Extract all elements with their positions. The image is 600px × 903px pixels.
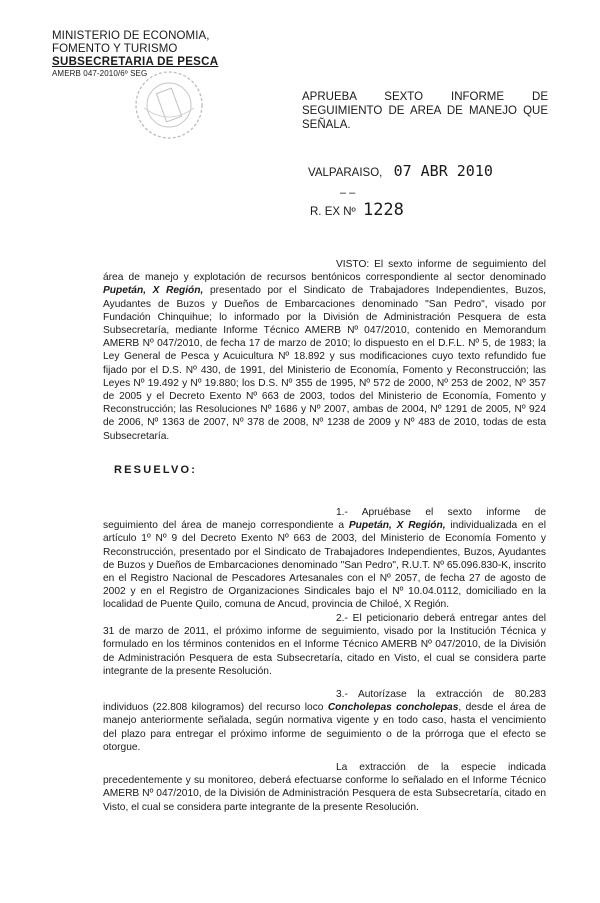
area-name-2: Pupetán, X Región, <box>348 520 446 532</box>
visto-paragraph: VISTO: El sexto informe de seguimiento del área de manejo y explotación de recursos bentónicos correspondiente al sector denominado Pupetán, X Región, presentado por el Sindicato de Trabajadores Independientes, Buzos, Ayudantes de Buzos y Dueños de Embarcaciones denominado "San Pedro", visado por Fundación Chinquihue; lo informado por la División de Administración Pesquera de esta Subsecretaría, mediante Informe Técnico AMERB Nº 047/2010, contenido en Memorandum AMERB Nº 047/2010, de fecha 17 de marzo de 2010; lo dispuesto en el D.F.L. Nº 5, de 1983; la Ley General de Pesca y Acuicultura Nº 18.892 y sus modificaciones cuyo texto refundido fue fijado por el D.S. Nº 430, de 1991, del Ministerio de Economía, Fomento y Reconstrucción; las Leyes Nº 19.492 y Nº 19.880; los D.S. Nº 355 de 1995, Nº 572 de 2000, Nº 253 de 2002, Nº 357 de 2005 y el Decreto Exento Nº 663 de 2003, todos del Ministerio de Economía, Fomento y Reconstrucción; las Resoluciones Nº 1686 y Nº 2007, ambas de 2004, Nº 1291 de 2005, Nº 924 de 2006, Nº 1363 de 2007, Nº 378 de 2008, Nº 1238 de 2009 y Nº 483 de 2010, todas de esta Subsecretaría. <box>103 259 546 442</box>
resolution-item-1: 1.- Apruébase el sexto informe de seguimiento del área de manejo correspondiente a Pupetán, X Región, individualizada en el artículo 1º Nº 9 del Decreto Exento Nº 663 de 2003, del Ministerio de Economía Fomento y Reconstrucción, presentado por el Sindicato de Trabajadores Independientes, Buzos, Ayudantes de Buzos y Dueños de Embarcaciones denominado "San Pedro", R.U.T. Nº 65.096.830-K, inscrito en el Registro Nacional de Pescadores Artesanales con el Nº 2057, de fecha 27 de agosto de 2002 y en el Registro de Organizaciones Sindicales bajo el Nº 10.04.0112, domiciliado en la localidad de Puente Quilo, comuna de Ancud, provincia de Chiloé, X Región. <box>103 507 546 611</box>
dash-marks: – – <box>340 187 356 199</box>
place-name: VALPARAISO, <box>308 167 383 179</box>
resolution-number: 1228 <box>362 200 404 220</box>
place-date-line <box>308 162 493 180</box>
resolution-label: R. EX Nº <box>310 206 356 218</box>
subsecretaria-name: SUBSECRETARIA DE PESCA <box>52 56 219 68</box>
resolution-item-4: La extracción de la especie indicada precedentemente y su monitoreo, deberá efectuarse conforme lo señalado en el Informe Técnico AMERB Nº 047/2010, de la División de Administración Pesquera de esta Subsecretaría, citado en Visto, el cual se considera parte integrante de la presente Resolución. <box>103 762 546 813</box>
resolution-item-3: 3.- Autorízase la extracción de 80.283 individuos (22.808 kilogramos) del recurso loco Concholepas concholepas, desde el área de manejo anteriormente señalada, según normativa vigente y en todo caso, hasta el vencimiento del plazo para entregar el próximo informe de seguimiento o de la prórroga que el efecto se otorgue. <box>103 689 547 753</box>
resolution-number-line <box>310 187 404 220</box>
issue-date: 07 ABR 2010 <box>393 162 493 180</box>
ministry-name-2: FOMENTO Y TURISMO <box>52 43 178 55</box>
resuelvo-heading: RESUELVO: <box>114 464 198 476</box>
official-stamp-icon <box>132 68 206 142</box>
species-name: Concholepas concholepas <box>327 702 459 714</box>
ministry-name: MINISTERIO DE ECONOMIA, <box>52 30 210 42</box>
area-name: Pupetán, X Región, <box>103 285 204 297</box>
document-subject: APRUEBA SEXTO INFORME DE SEGUIMIENTO DE AREA DE MANEJO QUE SEÑALA. <box>302 91 548 131</box>
resolution-item-2: 2.- El peticionario deberá entregar antes del 31 de marzo de 2011, el próximo informe de seguimiento, visado por la Institución Técnica y formulado en los términos contenidos en el Informe Técnico AMERB Nº 047/2010, de la División de Administración Pesquera de esta Subsecretaría, citado en Visto, el cual se considera parte integrante de la presente Resolución. <box>103 613 546 677</box>
document-reference: AMERB 047-2010/6º SEG <box>52 69 148 78</box>
